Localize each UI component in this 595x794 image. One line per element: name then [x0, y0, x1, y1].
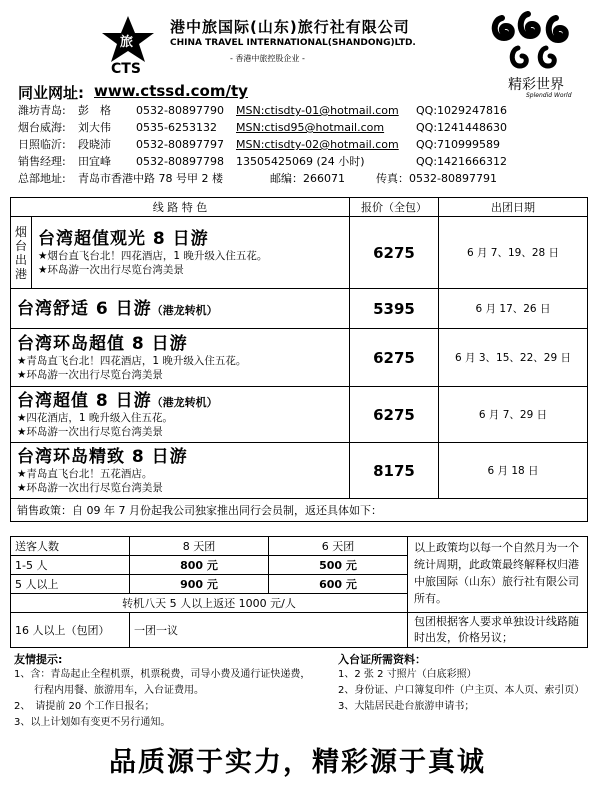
contact-phone: 0535-6253132: [136, 121, 217, 134]
contact-mobile: 13505425069 (24 小时): [236, 155, 365, 168]
address-label: 总部地址:: [18, 172, 66, 185]
address-fax: 传真：0532-80897791: [376, 172, 497, 185]
route-cell: [11, 443, 350, 499]
route-price: 6275: [350, 329, 439, 387]
contact-phone: 0532-80897797: [136, 138, 224, 151]
address-postcode: 邮编：266071: [270, 172, 345, 185]
slogan: 品质源于实力，精彩源于真诚: [109, 747, 486, 778]
company-subtitle: - 香港中旅控股企业 -: [230, 54, 305, 63]
discount-6day: 600 元: [269, 575, 408, 594]
route-title: 台湾环岛超值 8 日游: [17, 333, 188, 354]
route-price: 6275: [350, 217, 439, 289]
policy-row: [11, 499, 588, 522]
charter-note: 包团根据客人要求单独设计线路随时出发，价格另议；: [408, 613, 588, 648]
contact-qq: QQ:1241448630: [416, 121, 508, 134]
discount-table: [10, 536, 588, 648]
msn-link[interactable]: MSN:ctisdty-01@hotmail.com: [236, 104, 399, 117]
route-dates: 6 月 7、19、28 日: [439, 217, 588, 289]
route-cell: [11, 387, 350, 443]
contact-phone: 0532-80897798: [136, 155, 224, 168]
route-suffix: （港龙转机）: [151, 395, 218, 409]
doc-item: 2、身份证、户口簿复印件（户主页、本人页、索引页）: [338, 685, 585, 696]
col-route-header: 线 路 特 色: [11, 198, 350, 217]
brand-text: 精彩世界: [508, 77, 564, 93]
docs-list: [338, 667, 584, 715]
brand-text-en: Splendid World: [526, 92, 572, 99]
table-row: [11, 329, 588, 387]
route-feature: ★青岛直飞台北！五花酒店。: [17, 467, 153, 480]
contact-region: 日照临沂:: [18, 138, 66, 151]
table-row: [11, 387, 588, 443]
route-feature: ★烟台直飞台北！四花酒店，1 晚升级入住五花。: [38, 249, 268, 262]
table-row: [11, 217, 588, 289]
route-price: 5395: [350, 289, 439, 329]
col-dates-header: 出团日期: [439, 198, 588, 217]
route-cell: [11, 329, 350, 387]
tip-item: 1、含：青岛起止全程机票，机票税费，司导小费及通行证快递费，: [14, 669, 311, 680]
side-label-text: 烟台出港: [14, 224, 27, 281]
route-title: 台湾舒适 6 日游: [17, 298, 152, 319]
transfer-note: 转机八天 5 人以上返还 1000 元/人: [11, 594, 408, 613]
logo-text: CTS: [111, 61, 141, 77]
docs-title: 入台证所需资料：: [338, 653, 426, 666]
tips-list: [14, 667, 310, 731]
table-row: [11, 289, 588, 329]
contact-phone: 0532-80897790: [136, 104, 224, 117]
contact-msn[interactable]: [236, 103, 399, 119]
policy-note: 以上政策均以每一个自然月为一个统计周期，此政策最终解释权归港中旅国际（山东）旅行社有限公司所有。: [408, 537, 588, 613]
route-dates: 6 月 7、29 日: [439, 387, 588, 443]
discount-8day: 800 元: [130, 556, 269, 575]
route-feature: ★环岛游一次出行尽览台湾美景: [17, 425, 163, 438]
discount-6day: 500 元: [269, 556, 408, 575]
contact-name: 彭 格: [78, 104, 111, 117]
doc-item: 1、2 张 2 寸照片（白底彩照）: [338, 669, 477, 680]
route-price: 6275: [350, 387, 439, 443]
route-title: 台湾超值 8 日游: [17, 390, 152, 411]
table-header-row: [11, 198, 588, 217]
contact-region: 销售经理:: [18, 155, 66, 168]
logo-star-char: 旅: [120, 35, 134, 50]
charter-row: [11, 613, 588, 648]
website-label: 同业网址:: [18, 84, 84, 102]
company-name-cn: 港中旅国际(山东)旅行社有限公司: [170, 18, 410, 36]
company-name-en: CHINA TRAVEL INTERNATIONAL(SHANDONG)LTD.: [170, 38, 416, 48]
col-price-header: 报价（全包）: [350, 198, 439, 217]
route-table: [10, 197, 588, 522]
swirl-icon: [488, 8, 588, 74]
doc-item: 3、大陆居民赴台旅游申请书；: [338, 701, 475, 712]
route-feature: ★环岛游一次出行尽览台湾美景: [17, 368, 163, 381]
discount-count: 1-5 人: [11, 556, 130, 575]
charter-value: 一团一议: [130, 613, 408, 648]
route-dates: 6 月 17、26 日: [439, 289, 588, 329]
msn-link[interactable]: MSN:ctisd95@hotmail.com: [236, 121, 385, 134]
contact-name: 田宜峰: [78, 155, 111, 168]
route-feature: ★环岛游一次出行尽览台湾美景: [17, 481, 163, 494]
tip-item: 2、 请提前 20 个工作日报名；: [14, 701, 155, 712]
tip-item: 3、以上计划如有变更不另行通知。: [14, 717, 171, 728]
contact-name: 刘大伟: [78, 121, 111, 134]
discount-header-row: [11, 537, 588, 556]
sales-policy: 销售政策：自 09 年 7 月份起我公司独家推出同行会员制，返还具体如下：: [11, 499, 588, 522]
route-price: 8175: [350, 443, 439, 499]
route-suffix: （港龙转机）: [151, 303, 218, 317]
contact-msn[interactable]: [236, 120, 384, 136]
discount-header-6day: 6 天团: [269, 537, 408, 556]
discount-header-count: 送客人数: [11, 537, 130, 556]
contact-qq: QQ:1421666312: [416, 155, 508, 168]
splendid-world-logo: [488, 8, 588, 104]
route-feature: ★四花酒店，1 晚升级入住五花。: [17, 411, 173, 424]
contact-region: 潍坊青岛:: [18, 104, 66, 117]
contact-msn[interactable]: [236, 137, 399, 153]
tips-title: 友情提示:: [14, 653, 63, 666]
discount-8day: 900 元: [130, 575, 269, 594]
route-title: 台湾环岛精致 8 日游: [17, 446, 188, 467]
table-row: [11, 443, 588, 499]
route-title: 台湾超值观光 8 日游: [38, 228, 209, 249]
route-dates: 6 月 3、15、22、29 日: [439, 329, 588, 387]
tip-item: 行程内用餐、旅游用车，入台证费用。: [14, 685, 204, 696]
route-dates: 6 月 18 日: [439, 443, 588, 499]
address-value: 青岛市香港中路 78 号甲 2 楼: [78, 172, 223, 185]
contact-name: 段晓沛: [78, 138, 111, 151]
website-link[interactable]: www.ctssd.com/ty: [94, 82, 248, 100]
route-cell: [32, 217, 350, 289]
side-label: [11, 217, 32, 289]
route-cell: [11, 289, 350, 329]
discount-count: 5 人以上: [11, 575, 130, 594]
contact-qq: QQ:710999589: [416, 138, 501, 151]
route-feature: ★青岛直飞台北！四花酒店，1 晚升级入住五花。: [17, 354, 247, 367]
charter-label: 16 人以上（包团）: [11, 613, 130, 648]
cts-logo: [98, 14, 158, 76]
msn-link[interactable]: MSN:ctisdty-02@hotmail.com: [236, 138, 399, 151]
route-feature: ★环岛游一次出行尽览台湾美景: [38, 263, 184, 276]
contact-qq: QQ:1029247816: [416, 104, 508, 117]
discount-header-8day: 8 天团: [130, 537, 269, 556]
contact-region: 烟台威海:: [18, 121, 66, 134]
